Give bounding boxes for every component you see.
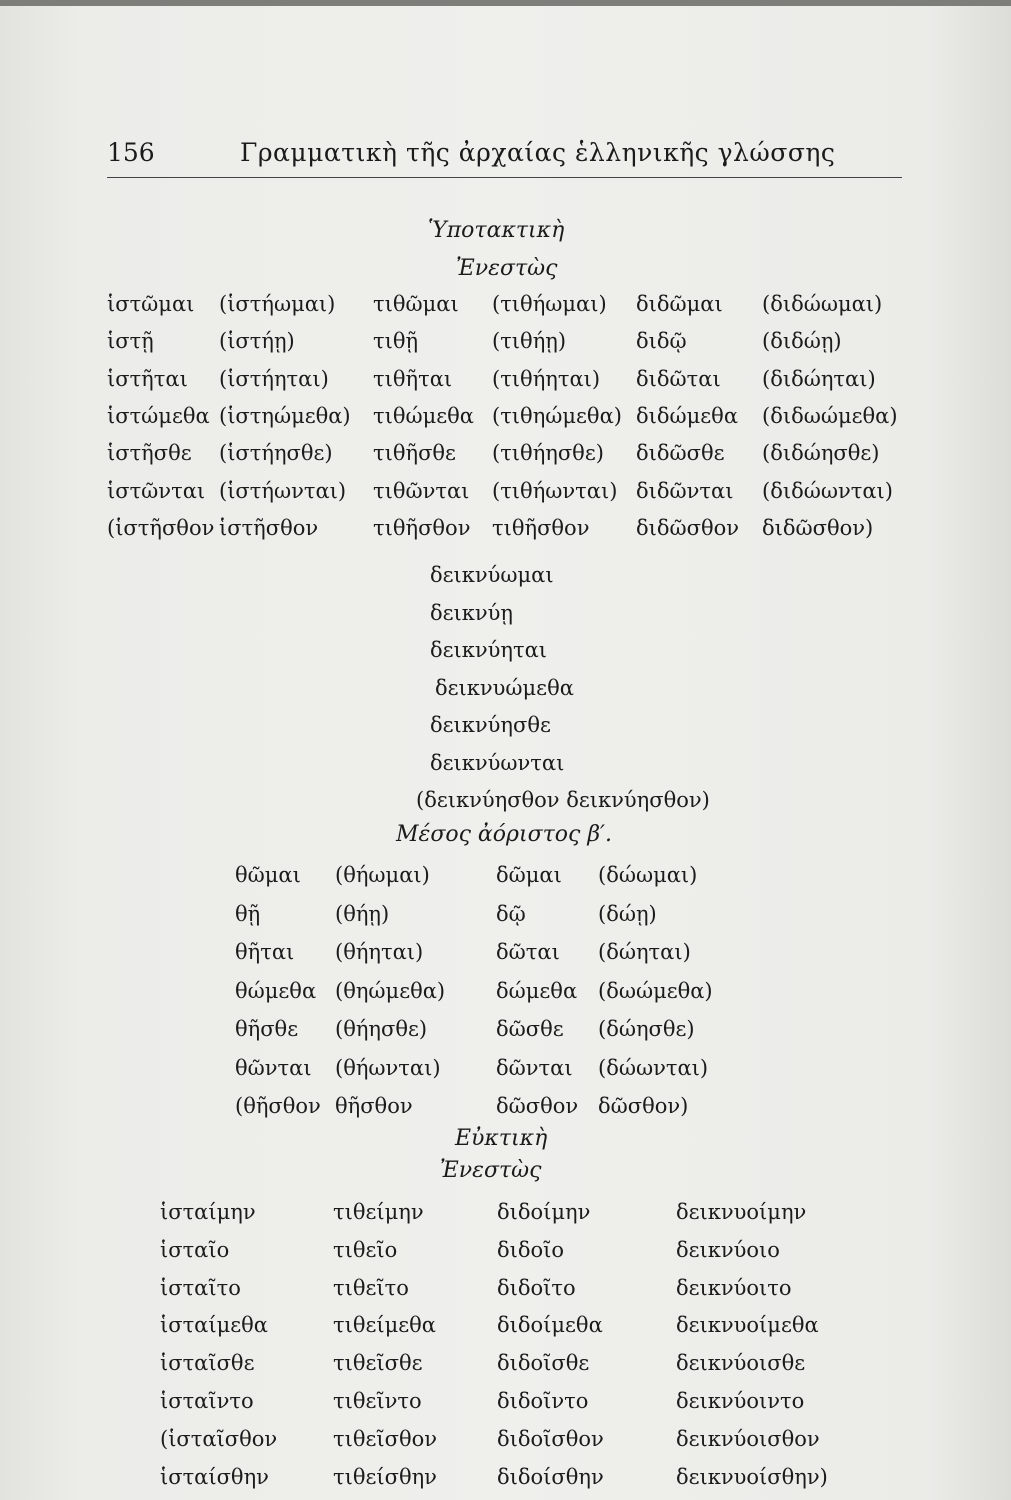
subjunctive-cell-r1-c1: ἱστῶμαι	[107, 292, 195, 316]
subjunctive-cell-r7-c4: τιθῆσθον	[492, 515, 590, 540]
optative-cell-r6-c3: διδοῖντο	[497, 1389, 589, 1413]
optative-cell-r1-c1: ἱσταίμην	[160, 1200, 256, 1224]
aorist-cell-r7-c3: δῶσθον	[496, 1094, 579, 1118]
optative-cell-r8-c3: διδοίσθην	[497, 1464, 604, 1489]
optative-cell-r7-c1: (ἱσταῖσθον	[160, 1426, 278, 1451]
optative-cell-r6-c1: ἱσταῖντο	[160, 1389, 254, 1413]
aorist-cell-r6-c1: θῶνται	[235, 1055, 312, 1080]
optative-cell-r8-c4: δεικνυοίσθην)	[676, 1464, 828, 1489]
deiknymi-form-7: (δεικνύησθον δεικνύησθον)	[416, 788, 710, 812]
aorist-cell-r2-c3: δῷ	[496, 901, 526, 926]
optative-cell-r4-c1: ἱσταίμεθα	[160, 1313, 268, 1338]
optative-cell-r5-c2: τιθεῖσθε	[333, 1351, 423, 1376]
running-title: Γραμματικὴ τῆς ἀρχαίας ἑλληνικῆς γλώσσης	[240, 138, 836, 167]
optative-cell-r1-c4: δεικνυοίμην	[676, 1200, 807, 1224]
subjunctive-cell-r6-c1: ἱστῶνται	[107, 478, 206, 503]
section-title-subjunctive: Ὑποτακτικὴ	[428, 218, 565, 243]
subjunctive-cell-r3-c5: διδῶται	[636, 366, 721, 391]
subjunctive-cell-r6-c5: διδῶνται	[636, 478, 734, 503]
subjunctive-cell-r4-c6: (διδωώμεθα)	[762, 403, 898, 428]
aorist-cell-r1-c4: (δώωμαι)	[598, 863, 698, 887]
header-rule	[107, 177, 902, 178]
subjunctive-cell-r4-c3: τιθώμεθα	[373, 403, 474, 428]
deiknymi-form-3: δεικνύηται	[430, 638, 548, 662]
aorist-cell-r5-c2: (θήησθε)	[335, 1017, 428, 1041]
optative-cell-r2-c4: δεικνύοιο	[676, 1237, 780, 1262]
subjunctive-cell-r3-c3: τιθῆται	[373, 366, 453, 391]
optative-cell-r8-c2: τιθείσθην	[333, 1464, 437, 1489]
subjunctive-cell-r6-c6: (διδώωνται)	[762, 478, 893, 503]
subjunctive-cell-r7-c2: ἱστῆσθον	[219, 515, 319, 540]
aorist-cell-r6-c3: δῶνται	[496, 1055, 573, 1080]
aorist-cell-r2-c4: (δώῃ)	[598, 901, 657, 926]
optative-cell-r5-c3: διδοῖσθε	[497, 1351, 590, 1376]
optative-cell-r5-c1: ἱσταῖσθε	[160, 1351, 255, 1376]
subjunctive-cell-r7-c5: διδῶσθον	[636, 515, 740, 540]
optative-cell-r4-c4: δεικνυοίμεθα	[676, 1313, 819, 1338]
aorist-cell-r5-c3: δῶσθε	[496, 1017, 564, 1041]
aorist-cell-r4-c4: (δωώμεθα)	[598, 978, 713, 1003]
optative-cell-r6-c2: τιθεῖντο	[333, 1389, 422, 1413]
optative-cell-r6-c4: δεικνύοιντο	[676, 1389, 805, 1413]
deiknymi-form-5: δεικνύησθε	[430, 713, 551, 737]
subjunctive-cell-r5-c2: (ἱστήησθε)	[219, 441, 333, 466]
aorist-cell-r2-c1: θῇ	[235, 901, 261, 926]
aorist-cell-r4-c3: δώμεθα	[496, 978, 578, 1003]
subjunctive-cell-r3-c4: (τιθήηται)	[492, 366, 601, 391]
subjunctive-cell-r3-c2: (ἱστήηται)	[219, 366, 329, 391]
aorist-cell-r7-c4: δῶσθον)	[598, 1094, 689, 1118]
section-title-middle-aorist: Μέσος ἀόριστος β′.	[396, 822, 613, 847]
aorist-cell-r2-c2: (θήῃ)	[335, 901, 390, 926]
subjunctive-cell-r4-c5: διδώμεθα	[636, 403, 738, 428]
aorist-cell-r3-c3: δῶται	[496, 940, 560, 964]
aorist-cell-r7-c2: θῆσθον	[335, 1094, 413, 1118]
deiknymi-form-6: δεικνύωνται	[430, 750, 565, 775]
subjunctive-cell-r2-c3: τιθῇ	[373, 329, 419, 354]
subjunctive-cell-r5-c1: ἱστῆσθε	[107, 441, 192, 466]
optative-cell-r8-c1: ἱσταίσθην	[160, 1464, 269, 1489]
aorist-cell-r5-c4: (δώησθε)	[598, 1017, 695, 1041]
subjunctive-cell-r4-c4: (τιθηώμεθα)	[492, 403, 622, 428]
subjunctive-cell-r2-c4: (τιθήῃ)	[492, 329, 567, 354]
optative-cell-r2-c2: τιθεῖο	[333, 1237, 398, 1262]
aorist-cell-r3-c4: (δώηται)	[598, 940, 691, 964]
subjunctive-cell-r5-c5: διδῶσθε	[636, 441, 725, 466]
subjunctive-cell-r5-c6: (διδώησθε)	[762, 441, 880, 466]
aorist-cell-r3-c2: (θήηται)	[335, 940, 424, 964]
optative-cell-r5-c4: δεικνύοισθε	[676, 1351, 806, 1376]
subjunctive-cell-r2-c6: (διδώῃ)	[762, 329, 842, 354]
aorist-cell-r4-c2: (θηώμεθα)	[335, 978, 446, 1003]
subjunctive-cell-r4-c1: ἱστώμεθα	[107, 403, 210, 428]
optative-cell-r3-c1: ἱσταῖτο	[160, 1275, 241, 1300]
deiknymi-form-2: δεικνύῃ	[430, 600, 513, 625]
subjunctive-cell-r5-c4: (τιθήησθε)	[492, 441, 604, 466]
subjunctive-cell-r3-c6: (διδώηται)	[762, 366, 876, 391]
subjunctive-cell-r1-c3: τιθῶμαι	[373, 292, 459, 316]
optative-cell-r3-c3: διδοῖτο	[497, 1275, 576, 1300]
subjunctive-cell-r1-c6: (διδώωμαι)	[762, 292, 883, 316]
section-subtitle-present-optative: Ἐνεστὼς	[440, 1158, 542, 1183]
subjunctive-cell-r7-c1: (ἱστῆσθον	[107, 515, 215, 540]
aorist-cell-r5-c1: θῆσθε	[235, 1017, 299, 1041]
subjunctive-cell-r4-c2: (ἱστηώμεθα)	[219, 403, 351, 428]
page-number: 156	[107, 138, 155, 167]
deiknymi-form-1: δεικνύωμαι	[430, 563, 554, 587]
optative-cell-r3-c4: δεικνύοιτο	[676, 1275, 792, 1300]
subjunctive-cell-r1-c5: διδῶμαι	[636, 292, 723, 316]
optative-cell-r7-c4: δεικνύοισθον	[676, 1426, 820, 1451]
page-header	[107, 138, 902, 178]
page-top-edge	[0, 0, 1011, 6]
subjunctive-cell-r7-c3: τιθῆσθον	[373, 515, 471, 540]
aorist-cell-r3-c1: θῆται	[235, 940, 295, 964]
subjunctive-cell-r7-c6: διδῶσθον)	[762, 515, 874, 540]
section-subtitle-present: Ἐνεστὼς	[456, 256, 558, 281]
subjunctive-cell-r2-c1: ἱστῇ	[107, 329, 154, 354]
subjunctive-cell-r3-c1: ἱστῆται	[107, 366, 188, 391]
subjunctive-cell-r6-c3: τιθῶνται	[373, 478, 470, 503]
optative-cell-r1-c3: διδοίμην	[497, 1200, 591, 1224]
optative-cell-r4-c2: τιθείμεθα	[333, 1313, 436, 1338]
subjunctive-cell-r6-c2: (ἱστήωνται)	[219, 478, 347, 503]
optative-cell-r1-c2: τιθείμην	[333, 1200, 424, 1224]
aorist-cell-r4-c1: θώμεθα	[235, 978, 317, 1003]
optative-cell-r4-c3: διδοίμεθα	[497, 1313, 603, 1338]
subjunctive-cell-r5-c3: τιθῆσθε	[373, 441, 456, 466]
aorist-cell-r1-c3: δῶμαι	[496, 863, 562, 887]
section-title-optative: Εὐκτικὴ	[455, 1126, 548, 1151]
aorist-cell-r1-c1: θῶμαι	[235, 863, 301, 887]
optative-cell-r2-c3: διδοῖο	[497, 1237, 565, 1262]
subjunctive-cell-r2-c2: (ἱστήῃ)	[219, 329, 295, 354]
deiknymi-form-4: δεικνυώμεθα	[435, 675, 574, 700]
aorist-cell-r6-c4: (δώωνται)	[598, 1055, 709, 1080]
subjunctive-cell-r2-c5: διδῷ	[636, 329, 687, 354]
subjunctive-cell-r1-c2: (ἱστήωμαι)	[219, 292, 336, 316]
aorist-cell-r6-c2: (θήωνται)	[335, 1055, 441, 1080]
aorist-cell-r1-c2: (θήωμαι)	[335, 863, 430, 887]
subjunctive-cell-r1-c4: (τιθήωμαι)	[492, 292, 607, 316]
optative-cell-r7-c3: διδοῖσθον	[497, 1426, 604, 1451]
aorist-cell-r7-c1: (θῆσθον	[235, 1094, 321, 1118]
subjunctive-cell-r6-c4: (τιθήωνται)	[492, 478, 618, 503]
optative-cell-r3-c2: τιθεῖτο	[333, 1275, 409, 1300]
optative-cell-r2-c1: ἱσταῖο	[160, 1237, 230, 1262]
optative-cell-r7-c2: τιθεῖσθον	[333, 1426, 437, 1451]
